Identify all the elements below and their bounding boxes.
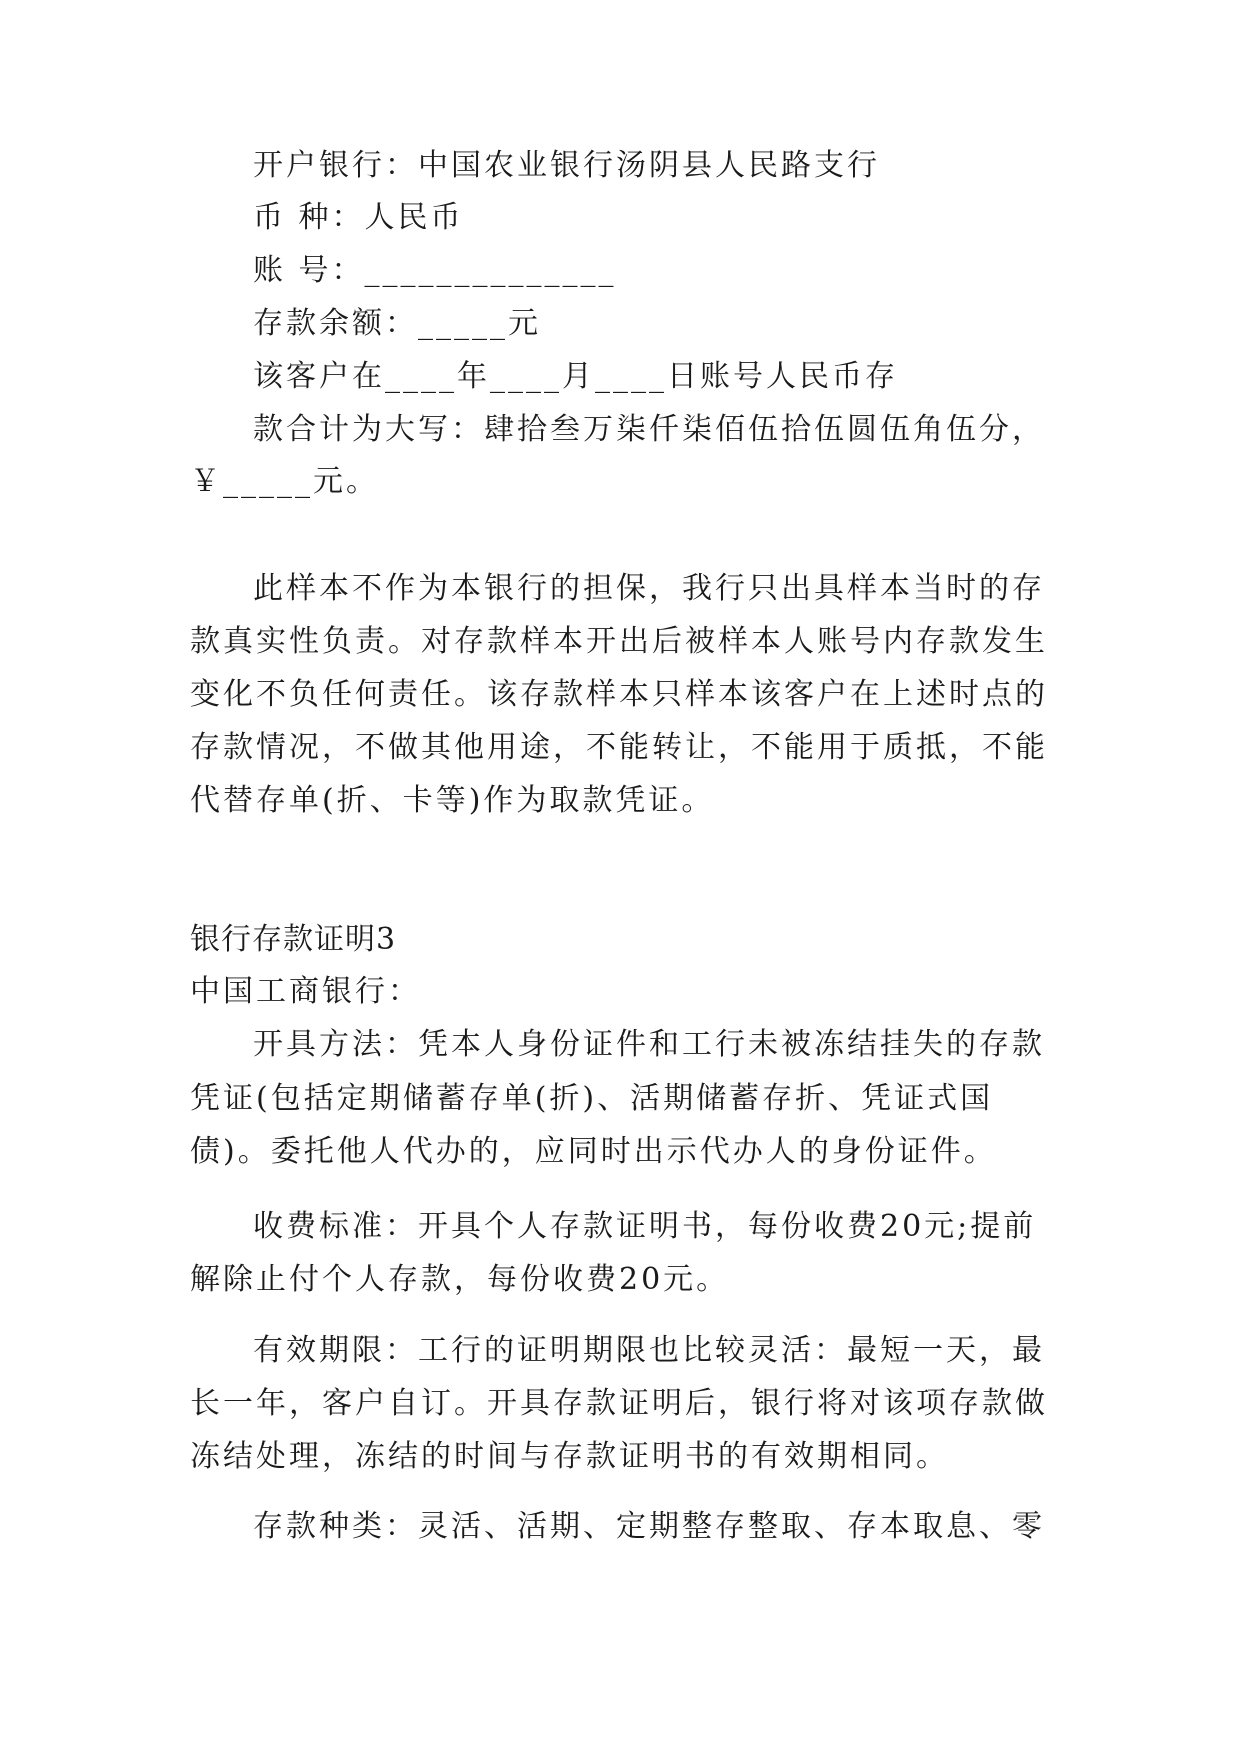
account-line: 账 号：______________ <box>253 253 617 288</box>
disclaimer-line: 此样本不作为本银行的担保，我行只出具样本当时的存 <box>253 571 1045 606</box>
disclaimer-line: 变化不负任何责任。该存款样本只样本该客户在上述时点的 <box>190 677 1048 712</box>
validity-line: 有效期限：工行的证明期限也比较灵活：最短一天，最 <box>253 1333 1045 1368</box>
validity-line: 长一年，客户自订。开具存款证明后，银行将对该项存款做 <box>190 1386 1048 1421</box>
date-line: 该客户在____年____月____日账号人民币存 <box>253 359 898 394</box>
amount-line: ￥_____元。 <box>190 464 379 499</box>
bank-line: 开户银行：中国农业银行汤阴县人民路支行 <box>253 148 880 183</box>
method-line: 凭证(包括定期储蓄存单(折)、活期储蓄存折、凭证式国 <box>190 1081 994 1116</box>
fee-line: 解除止付个人存款，每份收费20元。 <box>190 1262 730 1297</box>
bank-name: 中国工商银行： <box>190 974 421 1009</box>
disclaimer-line: 存款情况，不做其他用途，不能转让，不能用于质抵，不能 <box>190 730 1048 765</box>
types-line: 存款种类：灵活、活期、定期整存整取、存本取息、零 <box>253 1509 1045 1544</box>
method-line: 债)。委托他人代办的，应同时出示代办人的身份证件。 <box>190 1134 997 1169</box>
validity-line: 冻结处理，冻结的时间与存款证明书的有效期相同。 <box>190 1439 949 1474</box>
currency-line: 币 种：人民币 <box>253 200 464 235</box>
method-line: 开具方法：凭本人身份证件和工行未被冻结挂失的存款 <box>253 1027 1045 1062</box>
balance-line: 存款余额：_____元 <box>253 306 541 341</box>
total-line: 款合计为大写：肆拾叁万柒仟柒佰伍拾伍圆伍角伍分， <box>253 412 1045 447</box>
fee-line: 收费标准：开具个人存款证明书，每份收费20元;提前 <box>253 1209 1037 1244</box>
disclaimer-line: 款真实性负责。对存款样本开出后被样本人账号内存款发生 <box>190 624 1048 659</box>
section-heading: 银行存款证明3 <box>190 922 397 957</box>
disclaimer-line: 代替存单(折、卡等)作为取款凭证。 <box>190 783 715 818</box>
